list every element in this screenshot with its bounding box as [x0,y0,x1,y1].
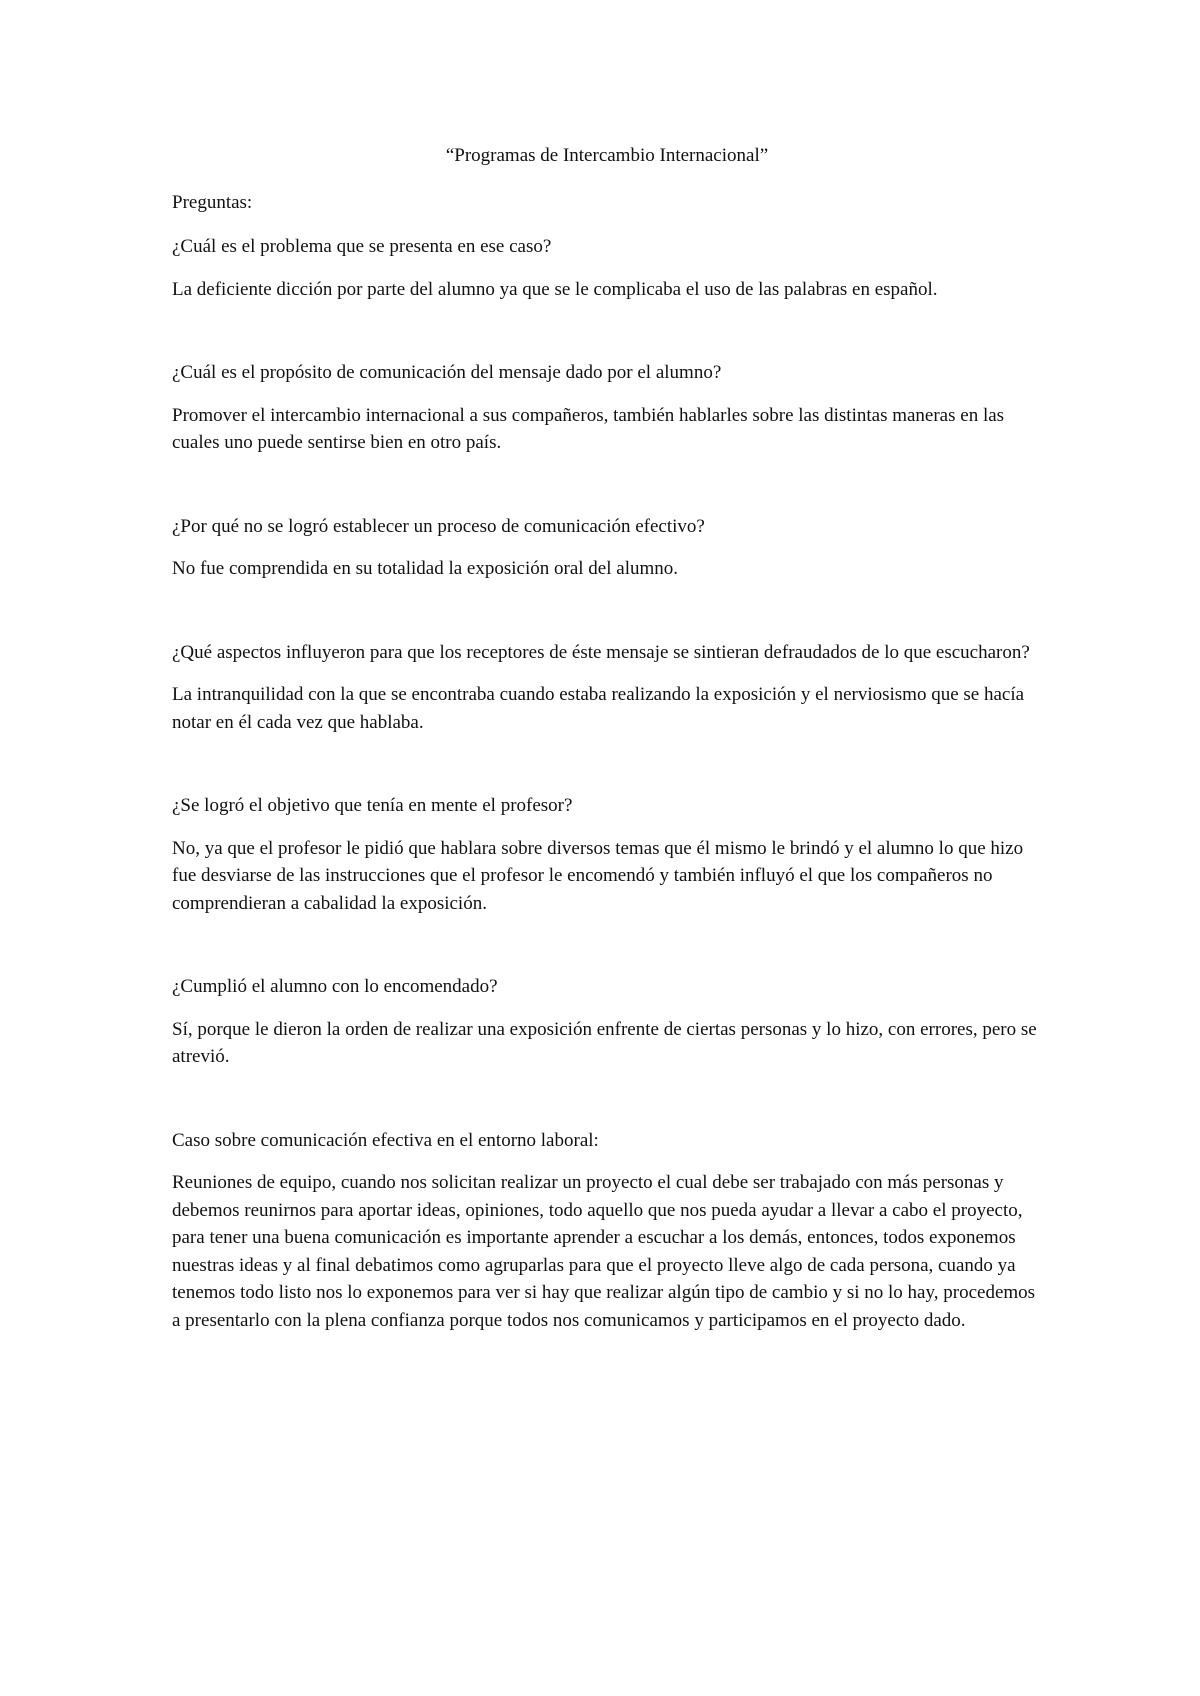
qa-item-4 [172,639,1042,737]
question-text: ¿Qué aspectos influyeron para que los receptores de éste mensaje se sintieran defraudados de lo que escucharon? [172,641,1030,663]
question-text: ¿Se logró el objetivo que tenía en mente el profesor? [172,795,573,816]
section-label: Preguntas: [172,191,253,213]
case-section [172,1127,1042,1335]
qa-item-5 [172,792,1042,917]
answer-text: No fue comprendida en su totalidad la exposición oral del alumno. [172,558,678,579]
question-text: ¿Cuál es el problema que se presenta en ese caso? [172,236,552,257]
qa-item-2 [172,359,1042,457]
answer-text: No, ya que el profesor le pidió que hablara sobre diversos temas que él mismo le brindó y el alumno lo que hizo fue desviarse de las instrucciones que el profesor le encomendó y también influyó el que los compañeros no comprendieran a cabalidad la exposición. [172,837,1024,914]
question-text: ¿Por qué no se logró establecer un proceso de comunicación efectivo? [172,515,705,537]
question-text: ¿Cumplió el alumno con lo encomendado? [172,976,498,997]
document-title: “Programas de Intercambio Internacional” [445,145,769,166]
qa-item-6 [172,973,1042,1071]
qa-item-3 [172,513,1042,583]
answer-text: La deficiente dicción por parte del alumno ya que se le complicaba el uso de las palabras en español. [172,278,938,300]
case-heading: Caso sobre comunicación efectiva en el entorno laboral: [172,1129,599,1151]
answer-text: Sí, porque le dieron la orden de realizar una exposición enfrente de ciertas personas y lo hizo, con errores, pero se atrevió. [172,1018,1037,1067]
case-body: Reuniones de equipo, cuando nos solicitan realizar un proyecto el cual debe ser trabajado con más personas y debemos reunirnos para aportar ideas, opiniones, todo aquello que nos pueda ayudar a llevar a cabo el proyecto, para tener una buena comunicación es importante aprender a escuchar a los demás, entonces, todos exponemos nuestras ideas y al final debatimos como agruparlas para que el proyecto lleve algo de cada persona, cuando ya tenemos todo listo nos lo exponemos para ver si hay que realizar algún tipo de cambio y si no lo hay, procedemos a presentarlo con la plena confianza porque todos nos comunicamos y participamos en el proyecto dado. [172,1172,1036,1331]
document-content [172,142,1042,1334]
answer-text: Promover el intercambio internacional a sus compañeros, también hablarles sobre las distintas maneras en las cuales uno puede sentirse bien en otro país. [172,404,1005,453]
question-text: ¿Cuál es el propósito de comunicación del mensaje dado por el alumno? [172,362,722,383]
qa-item-1 [172,233,1042,303]
answer-text: La intranquilidad con la que se encontraba cuando estaba realizando la exposición y el nerviosismo que se hacía notar en él cada vez que hablaba. [172,684,1025,733]
